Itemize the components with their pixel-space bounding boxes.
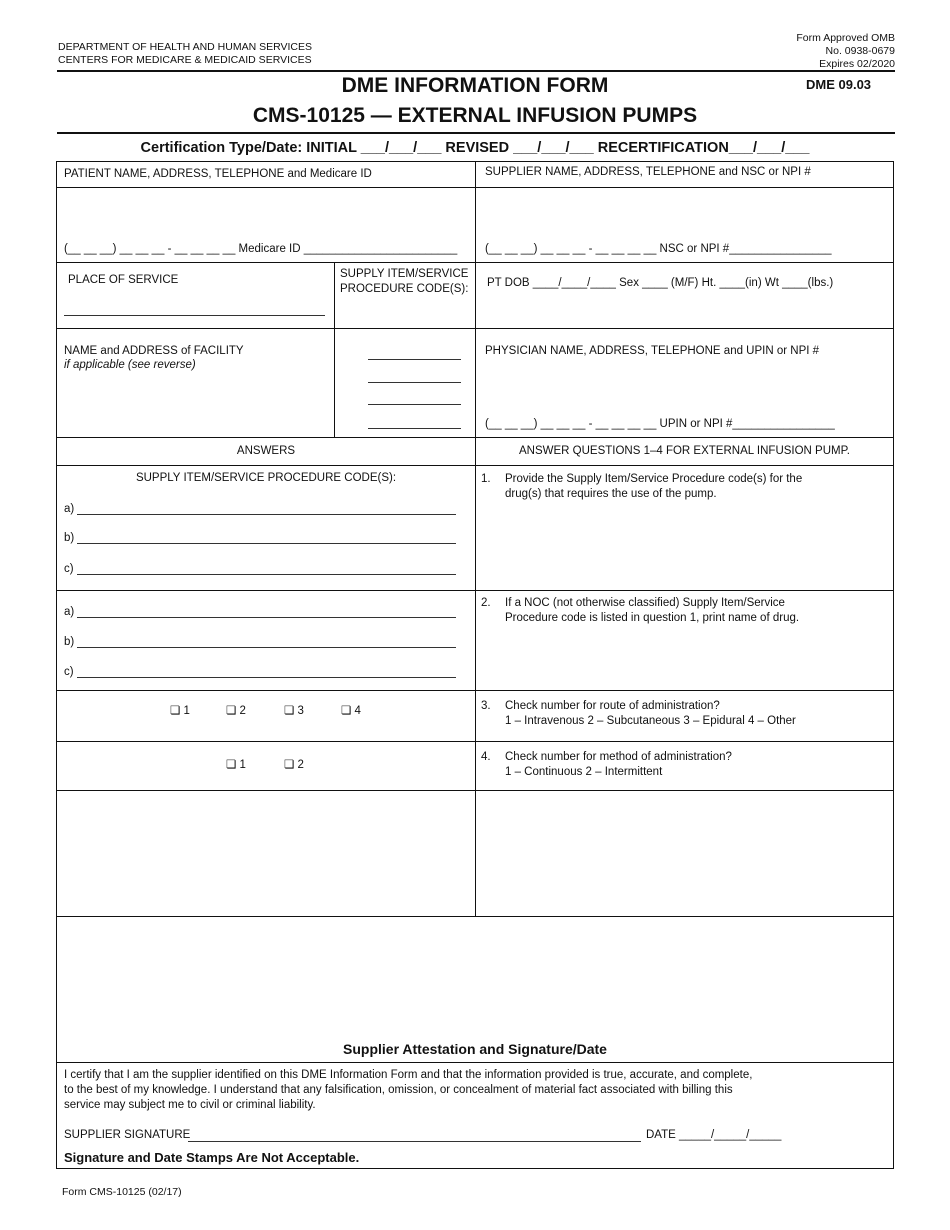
row-divider [57,465,893,466]
form-subtitle: CMS-10125 — EXTERNAL INFUSION PUMPS [252,104,698,127]
column-divider [475,161,476,916]
question-number: 1. [481,473,491,485]
row-divider [57,741,893,742]
form-title: DME INFORMATION FORM [341,74,609,97]
question-4-options: 1 – Continuous 2 – Intermittent [505,766,663,778]
patient-dob-sex-height-weight-field[interactable]: PT DOB ____/____/____ Sex ____ (M/F) Ht. ____(in) Wt ____(lbs.) [487,277,834,289]
line-label-b: b) [64,636,75,648]
line-label-a: a) [64,606,75,618]
q4-checkbox-1[interactable]: ❏ 1 [226,759,246,771]
question-4-text: Check number for method of administration? [505,751,732,763]
q1-answer-b-field[interactable] [77,543,456,544]
q3-checkbox-2[interactable]: ❏ 2 [226,705,246,717]
row-divider [57,437,893,438]
patient-phone-medicare-field[interactable]: (__ __ __) __ __ __ - __ __ __ __ Medicare ID ________________________ [64,243,458,255]
divider [57,132,895,134]
attestation-text: to the best of my knowledge. I understand that any falsification, omission, or concealment of material fact associated with billing this [64,1084,733,1096]
q1-answer-label: SUPPLY ITEM/SERVICE PROCEDURE CODE(S): [135,472,397,484]
row-divider [57,328,893,329]
row-divider [57,790,893,791]
omb-number: No. 0938-0679 [825,45,895,57]
supply-codes-label: PROCEDURE CODE(S): [340,283,469,295]
answers-header: ANSWERS [236,445,296,457]
supplier-label: SUPPLIER NAME, ADDRESS, TELEPHONE and NSC or NPI # [485,166,811,178]
facility-note: if applicable (see reverse) [64,359,196,371]
q2-answer-a-field[interactable] [77,617,456,618]
question-2-text: Procedure code is listed in question 1, print name of drug. [505,612,800,624]
attestation-text: service may subject me to civil or criminal liability. [64,1099,316,1111]
omb-approval: Form Approved OMB [796,32,895,44]
omb-expiry: Expires 02/2020 [819,58,895,70]
row-divider [57,187,893,188]
supplier-phone-npi-field[interactable]: (__ __ __) __ __ __ - __ __ __ __ NSC or NPI #________________ [485,243,832,255]
question-number: 4. [481,751,491,763]
q3-checkbox-3[interactable]: ❏ 3 [284,705,304,717]
patient-label: PATIENT NAME, ADDRESS, TELEPHONE and Medicare ID [64,168,372,180]
signature-label: SUPPLIER SIGNATURE [64,1129,191,1141]
question-3-text: Check number for route of administration? [505,700,720,712]
place-of-service-label: PLACE OF SERVICE [68,274,179,286]
row-divider [57,262,893,263]
line-label-c: c) [64,563,74,575]
line-label-b: b) [64,532,75,544]
q2-answer-b-field[interactable] [77,647,456,648]
facility-label: NAME and ADDRESS of FACILITY [64,345,244,357]
form-code: DME 09.03 [806,77,872,92]
row-divider [57,590,893,591]
form-id: Form CMS-10125 (02/17) [62,1186,182,1198]
question-2-text: If a NOC (not otherwise classified) Supply Item/Service [505,597,785,609]
supply-code-field[interactable] [368,428,461,429]
stamp-note: Signature and Date Stamps Are Not Acceptable. [64,1150,360,1165]
question-1-text: Provide the Supply Item/Service Procedure code(s) for the [505,473,803,485]
supplier-signature-field[interactable] [188,1141,641,1142]
row-divider [57,690,893,691]
supply-code-field[interactable] [368,359,461,360]
supply-code-field[interactable] [368,404,461,405]
q1-answer-c-field[interactable] [77,574,456,575]
question-3-options: 1 – Intravenous 2 – Subcutaneous 3 – Epidural 4 – Other [505,715,796,727]
physician-phone-npi-field[interactable]: (__ __ __) __ __ __ - __ __ __ __ UPIN or NPI #________________ [485,418,835,430]
column-divider [334,262,335,437]
q2-answer-c-field[interactable] [77,677,456,678]
row-divider [57,916,893,917]
physician-label: PHYSICIAN NAME, ADDRESS, TELEPHONE and UPIN or NPI # [485,345,820,357]
q3-checkbox-1[interactable]: ❏ 1 [170,705,190,717]
attestation-title: Supplier Attestation and Signature/Date [343,1041,607,1057]
line-label-a: a) [64,503,75,515]
q1-answer-a-field[interactable] [77,514,456,515]
agency-name: CENTERS FOR MEDICARE & MEDICAID SERVICES [58,54,312,66]
department-name: DEPARTMENT OF HEALTH AND HUMAN SERVICES [58,41,312,53]
supply-codes-label: SUPPLY ITEM/SERVICE [340,268,469,280]
attestation-text: I certify that I am the supplier identified on this DME Information Form and that the information provided is true, accurate, and complete, [64,1069,753,1081]
signature-date-field[interactable]: DATE _____/_____/_____ [646,1129,782,1141]
question-number: 3. [481,700,491,712]
supply-code-field[interactable] [368,382,461,383]
place-of-service-field[interactable] [64,315,325,316]
question-number: 2. [481,597,491,609]
divider [57,70,895,72]
row-divider [57,1062,893,1063]
questions-header: ANSWER QUESTIONS 1–4 FOR EXTERNAL INFUSION PUMP. [518,445,850,457]
question-1-text: drug(s) that requires the use of the pump. [505,488,717,500]
line-label-c: c) [64,666,74,678]
q3-checkbox-4[interactable]: ❏ 4 [341,705,361,717]
certification-type-date[interactable]: Certification Type/Date: INITIAL ___/___/___ REVISED ___/___/___ RECERTIFICATION___/___/___ [140,140,810,156]
q4-checkbox-2[interactable]: ❏ 2 [284,759,304,771]
